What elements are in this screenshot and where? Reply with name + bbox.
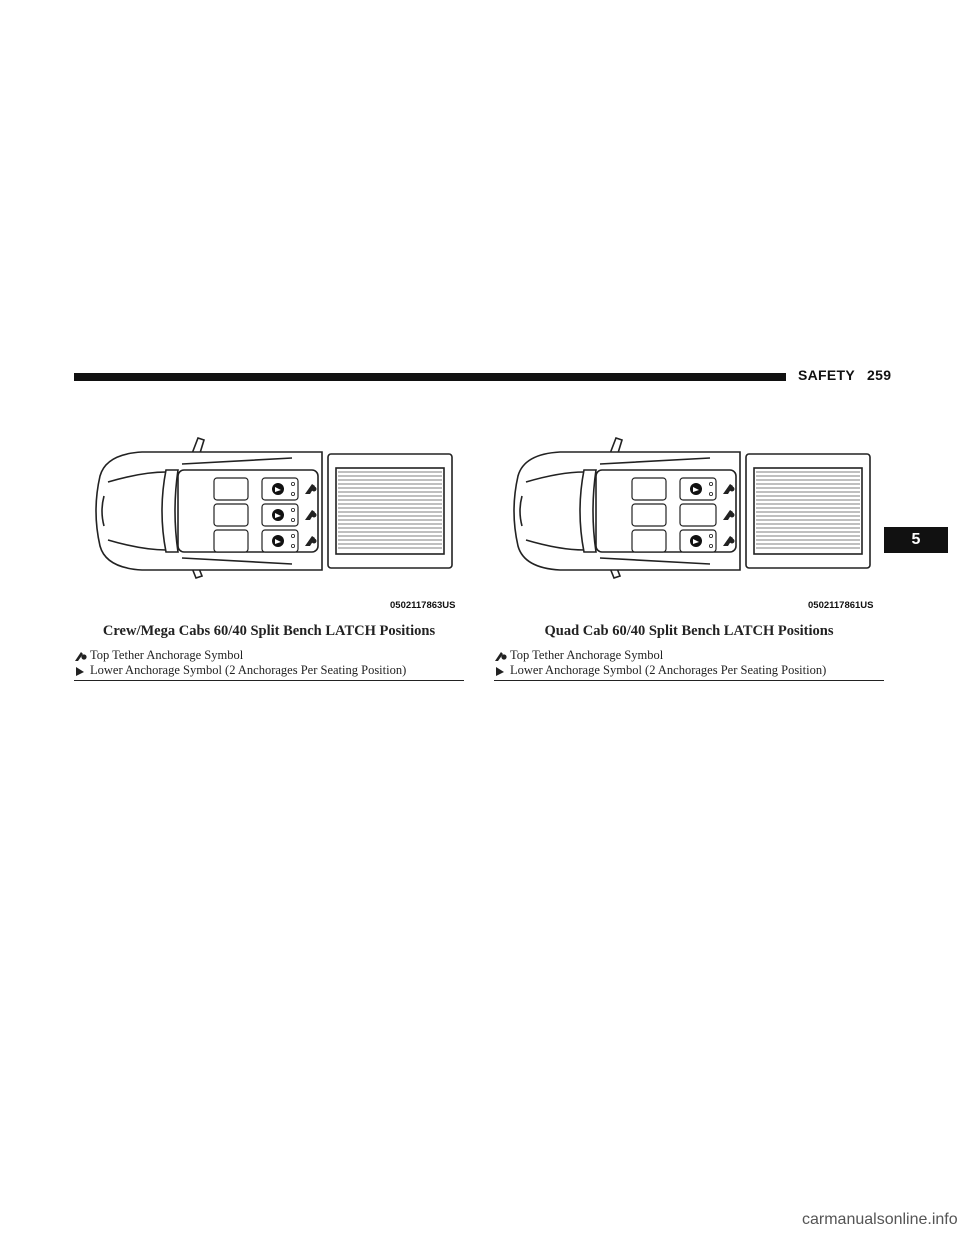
lower-anchorage-icon <box>74 665 88 677</box>
crew-cab-truck-illustration <box>82 432 462 582</box>
chapter-tab[interactable]: 5 <box>884 527 948 553</box>
header-rule <box>74 373 786 381</box>
legend-item <box>494 663 884 678</box>
legend-item <box>74 648 464 663</box>
lower-anchorage-icon <box>494 665 508 677</box>
section-title: SAFETY <box>798 367 856 383</box>
legend-text: Top Tether Anchorage Symbol <box>90 648 244 662</box>
top-tether-icon <box>74 650 88 662</box>
quad-cab-truck-illustration <box>500 432 880 582</box>
site-watermark[interactable]: carmanualsonline.info <box>802 1211 958 1228</box>
legend-item <box>74 663 464 678</box>
figure-code: 0502117861US <box>808 600 874 611</box>
legend-text: Lower Anchorage Symbol (2 Anchorages Per Seating Position) <box>90 663 407 677</box>
legend-text: Top Tether Anchorage Symbol <box>510 648 664 662</box>
legend-item <box>494 648 884 663</box>
legend-divider <box>494 680 884 681</box>
figure-caption: Quad Cab 60/40 Split Bench LATCH Positions <box>544 623 834 639</box>
figure-caption: Crew/Mega Cabs 60/40 Split Bench LATCH Positions <box>102 623 436 639</box>
crew-cab-latch-figure <box>82 432 462 582</box>
legend-text: Lower Anchorage Symbol (2 Anchorages Per Seating Position) <box>510 663 827 677</box>
running-header <box>798 367 891 387</box>
figure-legend <box>74 648 464 678</box>
figure-legend <box>494 648 884 678</box>
figure-code: 0502117863US <box>390 600 456 611</box>
quad-cab-latch-figure <box>500 432 880 582</box>
legend-divider <box>74 680 464 681</box>
top-tether-icon <box>494 650 508 662</box>
page-number: 259 <box>867 367 892 383</box>
